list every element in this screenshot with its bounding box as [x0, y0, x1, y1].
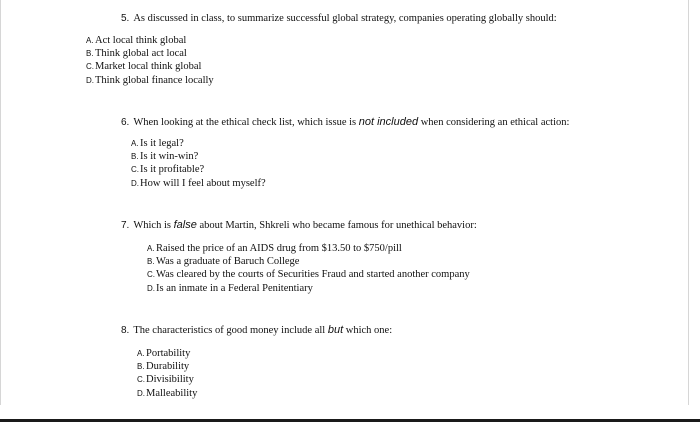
- question-7-option-b[interactable]: B.Was a graduate of Baruch College: [147, 256, 300, 268]
- question-8-option-c[interactable]: C.Divisibility: [137, 374, 194, 386]
- question-6-number: 6.: [121, 117, 130, 128]
- question-7-options: [147, 242, 470, 295]
- question-6-option-d[interactable]: D.How will I feel about myself?: [131, 177, 266, 189]
- question-7-stem: 7. Which is false about Martin, Shkreli who became famous for unethical behavior:: [121, 219, 477, 231]
- question-7-option-c[interactable]: C.Was cleared by the courts of Securities Fraud and started another company: [147, 269, 470, 281]
- question-7-option-a[interactable]: A.Raised the price of an AIDS drug from $13.50 to $750/pill: [147, 243, 402, 254]
- question-5-options: [86, 34, 214, 87]
- left-border: [0, 0, 1, 405]
- question-6-options: [131, 137, 266, 190]
- question-6-option-a[interactable]: A.Is it legal?: [131, 138, 184, 149]
- question-6-option-c[interactable]: C.Is it profitable?: [131, 164, 205, 176]
- question-8-emphasis: but: [327, 324, 344, 336]
- question-6-stem: 6. When looking at the ethical check list, which issue is not included when considering an ethical action:: [121, 116, 570, 128]
- question-5-text: As discussed in class, to summarize successful global strategy, companies operating globally should:: [133, 13, 557, 24]
- bottom-divider: [0, 419, 700, 422]
- question-8-option-a[interactable]: A.Portability: [137, 348, 191, 359]
- question-6-emphasis: not included: [358, 116, 419, 128]
- question-7-option-d[interactable]: D.Is an inmate in a Federal Penitentiary: [147, 282, 313, 294]
- question-8-stem: 8. The characteristics of good money include all but which one:: [121, 324, 393, 336]
- question-5-stem: [121, 13, 557, 24]
- question-7-emphasis: false: [173, 219, 197, 231]
- question-7-number: 7.: [121, 220, 130, 231]
- question-5-option-d[interactable]: D.Think global finance locally: [86, 74, 214, 86]
- question-5-option-a[interactable]: A.Act local think global: [86, 35, 187, 46]
- question-8-option-d[interactable]: D.Malleability: [137, 387, 198, 399]
- question-5-number: 5.: [121, 13, 130, 24]
- question-6-option-b[interactable]: B.Is it win-win?: [131, 151, 199, 163]
- question-5-option-b[interactable]: B.Think global act local: [86, 48, 187, 60]
- question-8-options: [137, 347, 197, 400]
- question-5-option-c[interactable]: C.Market local think global: [86, 61, 202, 73]
- question-8-option-b[interactable]: B.Durability: [137, 361, 190, 373]
- right-border: [688, 0, 689, 405]
- question-8-number: 8.: [121, 325, 130, 336]
